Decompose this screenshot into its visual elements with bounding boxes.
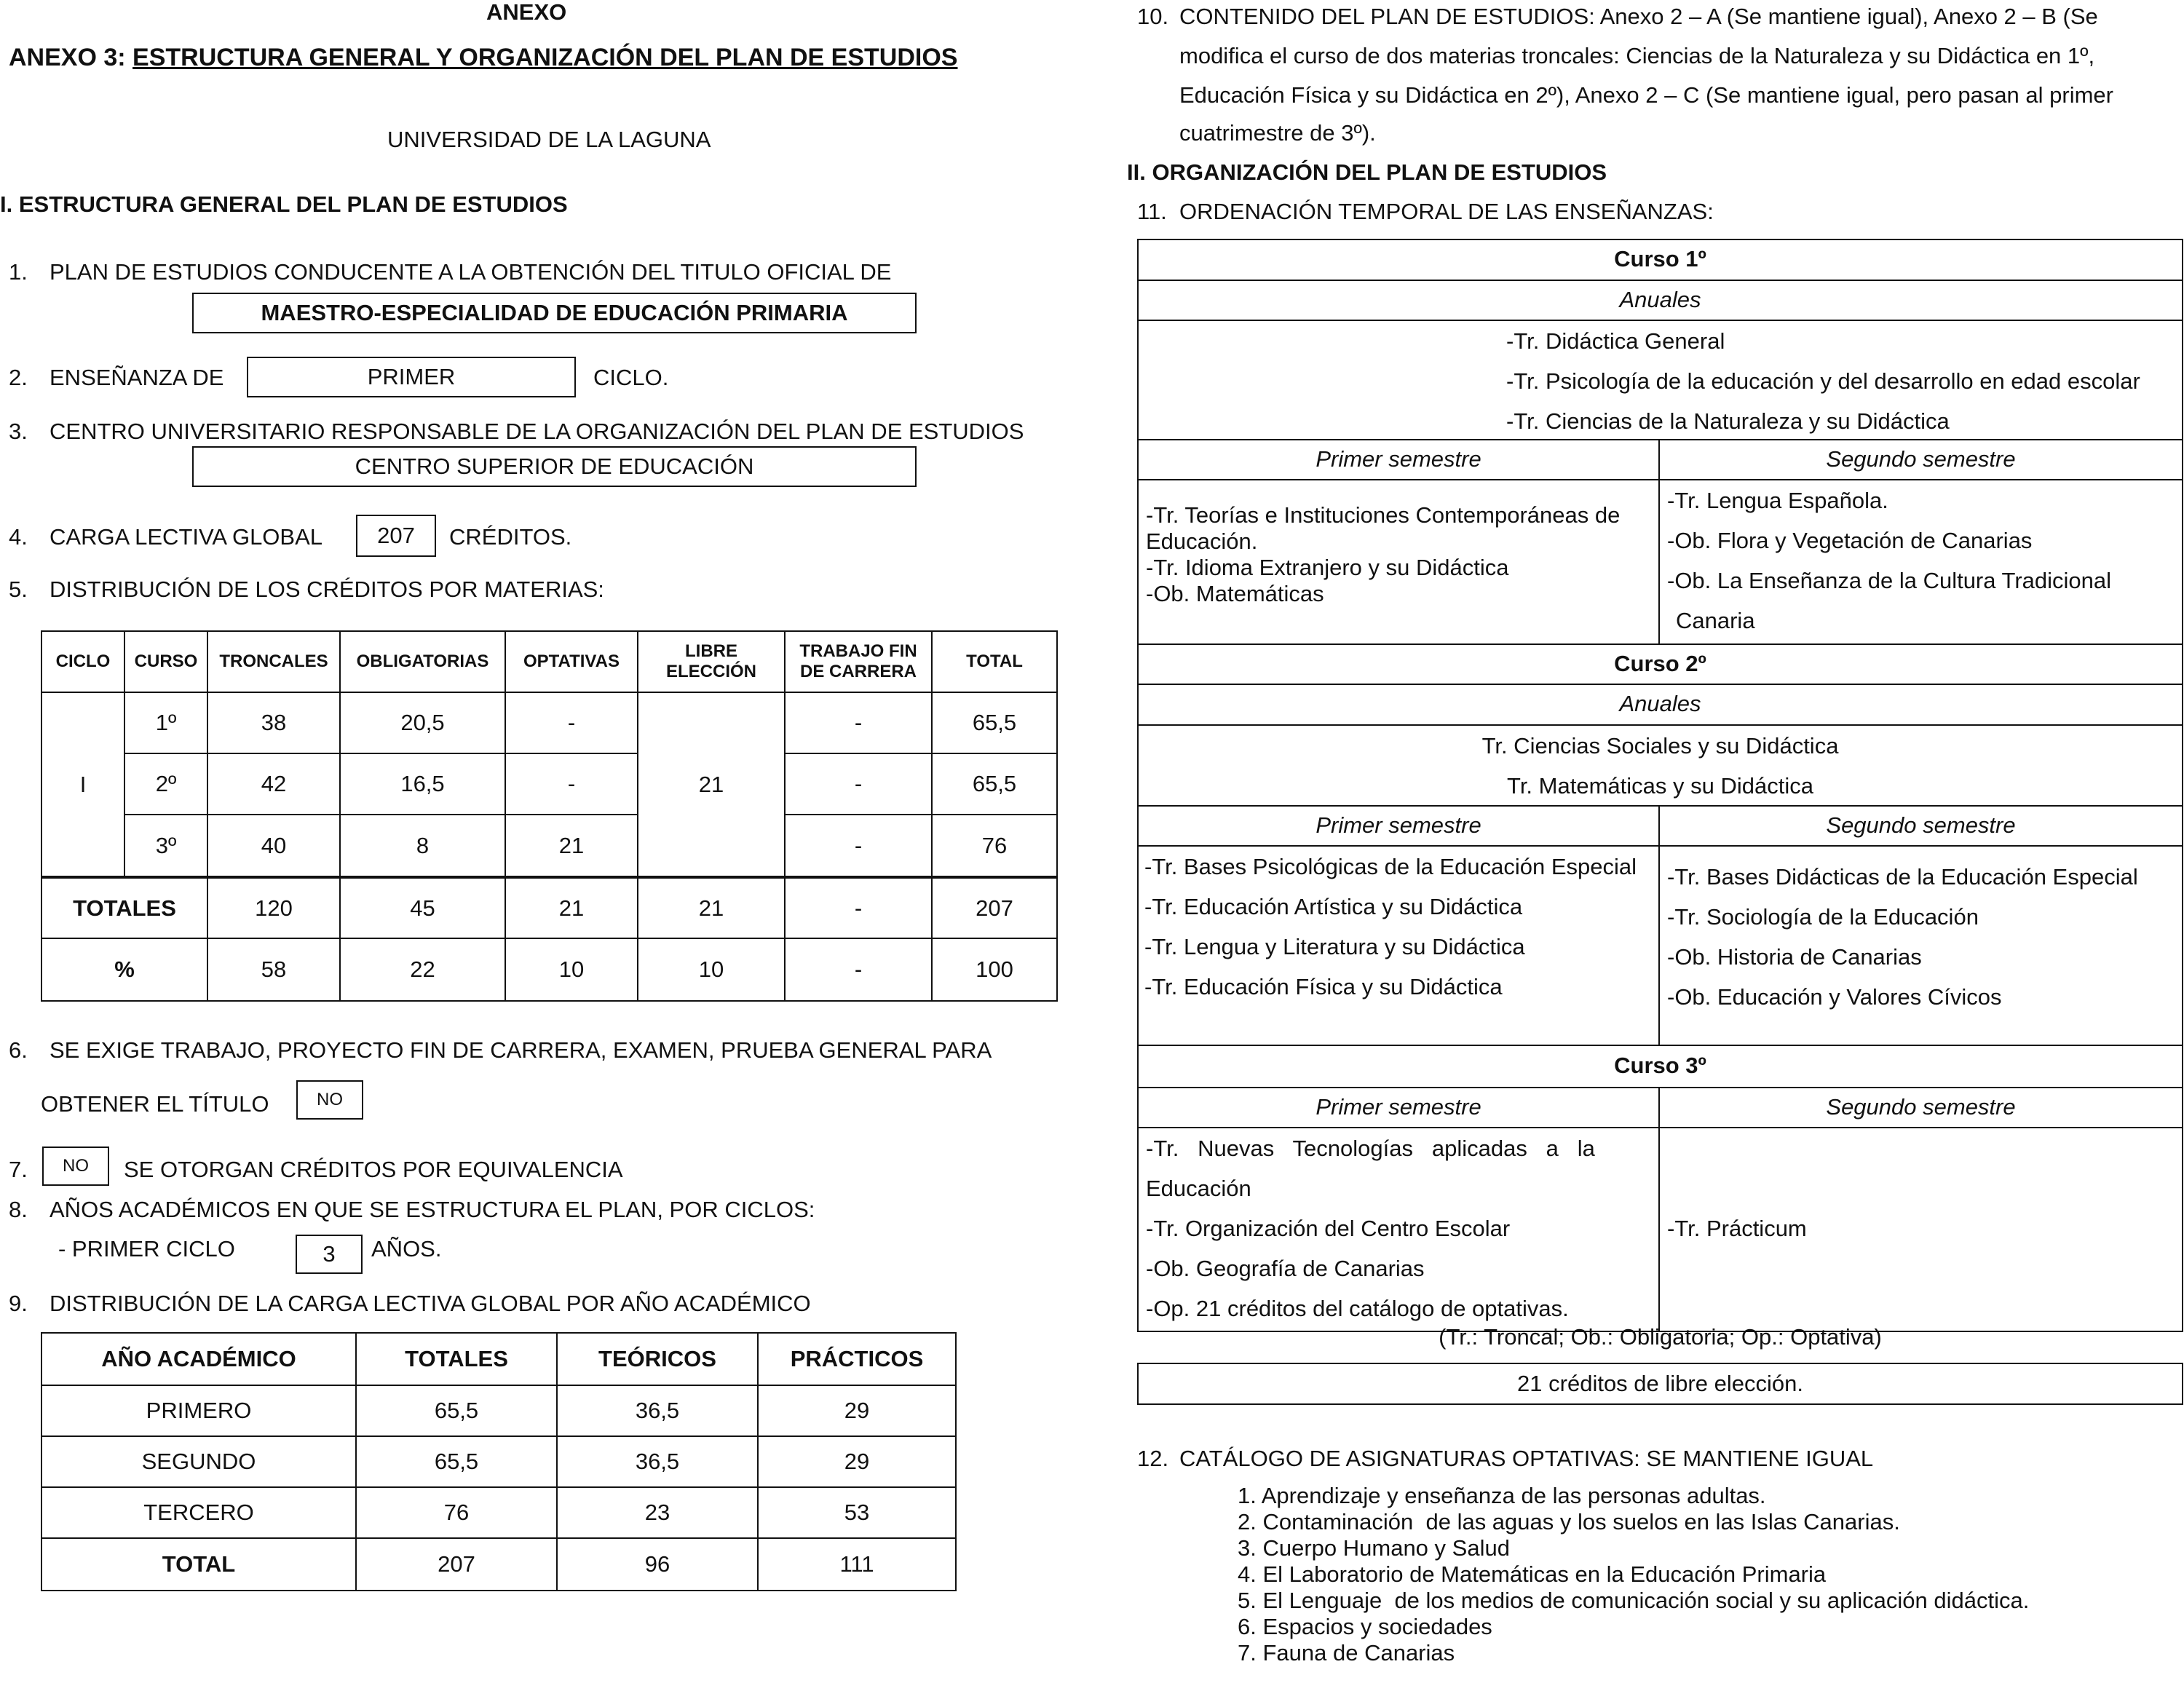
list-item: -Ob. Historia de Canarias <box>1667 944 1922 970</box>
trabajo-cell: - <box>785 938 932 1001</box>
list-item: -Tr. Bases Didácticas de la Educación Especial <box>1667 864 2138 890</box>
exam-required-box: NO <box>296 1080 363 1120</box>
curso1-segundo-semestre-label: Segundo semestre <box>1826 446 2016 472</box>
list-item: -Tr. Teorías e Instituciones Contemporáneas de <box>1146 502 1621 528</box>
year-cell: TERCERO <box>41 1487 356 1538</box>
list-item: -Ob. Geografía de Canarias <box>1146 1256 1425 1281</box>
degree-title-box: MAESTRO-ESPECIALIDAD DE EDUCACIÓN PRIMARIA <box>192 293 917 333</box>
header-troncales: TRONCALES <box>207 631 340 692</box>
curso3-title: Curso 3º <box>1139 1046 2182 1088</box>
teoricos-cell: 96 <box>557 1538 758 1591</box>
curso3-semester-content <box>1139 1128 2182 1331</box>
header-teoricos: TEÓRICOS <box>557 1333 758 1385</box>
item7-text: SE OTORGAN CRÉDITOS POR EQUIVALENCIA <box>124 1157 623 1182</box>
list-item: Tr. Ciencias Sociales y su Didáctica <box>1481 733 1839 759</box>
year-cell: TOTAL <box>41 1538 356 1591</box>
total-cell: 65,5 <box>932 753 1057 815</box>
item11-text: ORDENACIÓN TEMPORAL DE LAS ENSEÑANZAS: <box>1179 199 1714 224</box>
table-row <box>41 815 1057 877</box>
curso1-primer-semestre-label: Primer semestre <box>1139 440 1660 479</box>
header-libre-eleccion <box>638 631 785 692</box>
item12-text: CATÁLOGO DE ASIGNATURAS OPTATIVAS: SE MANTIENE IGUAL <box>1179 1446 1874 1471</box>
total-cell: 65,5 <box>932 692 1057 753</box>
academic-year-table <box>41 1332 957 1591</box>
list-item: -Tr. Psicología de la educación y del desarrollo en edad escolar <box>1506 368 2140 394</box>
total-cell: 76 <box>932 815 1057 877</box>
center-box: CENTRO SUPERIOR DE EDUCACIÓN <box>192 446 917 487</box>
anexo-heading: ANEXO <box>486 0 567 25</box>
item8-text: AÑOS ACADÉMICOS EN QUE SE ESTRUCTURA EL PLAN, POR CICLOS: <box>50 1197 815 1222</box>
header-practicos: PRÁCTICOS <box>758 1333 956 1385</box>
curso3-primer-list <box>1139 1128 1660 1331</box>
troncales-cell: 58 <box>207 938 340 1001</box>
item8-number: 8. <box>9 1197 28 1222</box>
totales-label: TOTALES <box>41 877 207 938</box>
anexo3-prefix: ANEXO 3: <box>9 44 126 71</box>
list-item: -Ob. La Enseñanza de la Cultura Tradicional <box>1667 568 2112 593</box>
curso1-anuales-list <box>1139 321 2182 440</box>
curso3-semester-headers <box>1139 1088 2182 1128</box>
header-trabajo-line1: TRABAJO FIN <box>799 641 917 661</box>
table-row <box>41 1436 956 1487</box>
curso2-semester-headers <box>1139 807 2182 847</box>
percent-label: % <box>41 938 207 1001</box>
curso1-primer-list <box>1139 480 1660 643</box>
optativas-cell: 10 <box>505 938 638 1001</box>
item5-text: DISTRIBUCIÓN DE LOS CRÉDITOS POR MATERIAS: <box>50 577 604 602</box>
optional-subjects-list <box>1238 1483 2029 1666</box>
year-cell: SEGUNDO <box>41 1436 356 1487</box>
list-item: -Tr. Idioma Extranjero y su Didáctica <box>1146 555 1509 580</box>
item3-number: 3. <box>9 419 28 444</box>
optativas-cell: 21 <box>505 877 638 938</box>
list-item: Canaria <box>1676 608 1755 633</box>
abbreviations-legend: (Tr.: Troncal; Ob.: Obligatoria; Op.: Optativa) <box>1439 1324 1882 1350</box>
free-credits-box: 21 créditos de libre elección. <box>1137 1363 2183 1405</box>
optativas-cell: 21 <box>505 815 638 877</box>
years-header-row <box>41 1333 956 1385</box>
curso2-primer-semestre-label: Primer semestre <box>1139 807 1660 845</box>
section1-title: I. ESTRUCTURA GENERAL DEL PLAN DE ESTUDIOS <box>0 191 568 217</box>
libre-eleccion-cell: 21 <box>638 877 785 938</box>
curso3-segundo-list <box>1660 1128 2182 1331</box>
header-total: TOTAL <box>932 631 1057 692</box>
obligatorias-cell: 22 <box>340 938 505 1001</box>
list-item: -Ob. Educación y Valores Cívicos <box>1667 984 2002 1010</box>
list-item: Educación. <box>1146 528 1258 554</box>
item8-subtext: - PRIMER CICLO <box>58 1236 235 1262</box>
trabajo-cell: - <box>785 692 932 753</box>
item10-line3: Educación Física y su Didáctica en 2º), Anexo 2 – C (Se mantiene igual, pero pasan al primer <box>1179 82 2113 108</box>
curso1-semester-content <box>1139 480 2182 645</box>
list-item: 3. Cuerpo Humano y Salud <box>1238 1535 1510 1561</box>
curso1-segundo-list <box>1660 480 2182 643</box>
header-ciclo: CICLO <box>41 631 124 692</box>
header-trabajo-line2: DE CARRERA <box>799 662 917 681</box>
optativas-cell: - <box>505 692 638 753</box>
table-row <box>41 1538 956 1591</box>
totales-cell: 65,5 <box>356 1436 557 1487</box>
item2-text: ENSEÑANZA DE <box>50 365 224 390</box>
item10-line4: cuatrimestre de 3º). <box>1179 120 1376 146</box>
list-item: -Tr. Didáctica General <box>1506 328 1725 354</box>
optativas-cell: - <box>505 753 638 815</box>
practicos-cell: 111 <box>758 1538 956 1591</box>
item12-number: 12. <box>1137 1446 1169 1471</box>
curso2-semester-content <box>1139 847 2182 1046</box>
header-ano-academico: AÑO ACADÉMICO <box>41 1333 356 1385</box>
list-item: 6. Espacios y sociedades <box>1238 1614 1492 1639</box>
item10-line1: CONTENIDO DEL PLAN DE ESTUDIOS: Anexo 2 – A (Se mantiene igual), Anexo 2 – B (Se <box>1179 4 2098 29</box>
list-item: -Ob. Flora y Vegetación de Canarias <box>1667 528 2033 553</box>
curso3-primer-semestre-label: Primer semestre <box>1139 1088 1660 1127</box>
item2-suffix: CICLO. <box>593 365 669 390</box>
curso2-primer-list <box>1139 847 1660 1045</box>
section2-title: II. ORGANIZACIÓN DEL PLAN DE ESTUDIOS <box>1127 159 1607 185</box>
list-item: 5. El Lenguaje de los medios de comunicación social y su aplicación didáctica. <box>1238 1588 2030 1613</box>
item4-text: CARGA LECTIVA GLOBAL <box>50 524 323 550</box>
troncales-cell: 38 <box>207 692 340 753</box>
list-item: 4. El Laboratorio de Matemáticas en la Educación Primaria <box>1238 1561 1827 1587</box>
curso1-semester-headers <box>1139 440 2182 480</box>
table-row <box>41 1487 956 1538</box>
curso2-anuales-list <box>1139 726 2182 807</box>
total-cell: 207 <box>932 877 1057 938</box>
teoricos-cell: 23 <box>557 1487 758 1538</box>
totales-cell: 207 <box>356 1538 557 1591</box>
header-optativas: OPTATIVAS <box>505 631 638 692</box>
curso2-anuales-label: Anuales <box>1139 685 2182 726</box>
item6-number: 6. <box>9 1037 28 1063</box>
item1-text: PLAN DE ESTUDIOS CONDUCENTE A LA OBTENCIÓN DEL TITULO OFICIAL DE <box>50 259 892 285</box>
item3-text: CENTRO UNIVERSITARIO RESPONSABLE DE LA ORGANIZACIÓN DEL PLAN DE ESTUDIOS <box>50 419 1024 444</box>
troncales-cell: 120 <box>207 877 340 938</box>
item11-number: 11. <box>1137 199 1167 224</box>
header-libre-line2: ELECCIÓN <box>665 662 756 681</box>
list-item: -Tr. Prácticum <box>1667 1216 1807 1241</box>
item6-text-line1: SE EXIGE TRABAJO, PROYECTO FIN DE CARRERA, EXAMEN, PRUEBA GENERAL PARA <box>50 1037 992 1063</box>
curso2-title: Curso 2º <box>1139 645 2182 685</box>
table-row <box>41 1385 956 1436</box>
item7-number: 7. <box>9 1157 28 1182</box>
curso-cell: 2º <box>124 753 207 815</box>
obligatorias-cell: 20,5 <box>340 692 505 753</box>
list-item: -Op. 21 créditos del catálogo de optativas. <box>1146 1296 1569 1321</box>
list-item: -Tr. Educación Física y su Didáctica <box>1144 974 1503 999</box>
credits-header-row <box>41 631 1057 692</box>
totales-cell: 76 <box>356 1487 557 1538</box>
list-item: -Tr. Sociología de la Educación <box>1667 904 1979 930</box>
table-row <box>41 692 1057 753</box>
teoricos-cell: 36,5 <box>557 1436 758 1487</box>
anexo3-heading <box>9 44 958 71</box>
troncales-cell: 40 <box>207 815 340 877</box>
list-item: 7. Fauna de Canarias <box>1238 1640 1455 1666</box>
teoricos-cell: 36,5 <box>557 1385 758 1436</box>
cycle-box: PRIMER <box>247 357 576 397</box>
curso2-segundo-list <box>1660 847 2182 1045</box>
list-item: -Tr. Ciencias de la Naturaleza y su Didáctica <box>1506 408 1950 434</box>
list-item: 1. Aprendizaje y enseñanza de las personas adultas. <box>1238 1483 1766 1508</box>
years-box: 3 <box>296 1235 363 1274</box>
obligatorias-cell: 16,5 <box>340 753 505 815</box>
anexo3-title: ESTRUCTURA GENERAL Y ORGANIZACIÓN DEL PLAN DE ESTUDIOS <box>132 44 958 71</box>
header-totales: TOTALES <box>356 1333 557 1385</box>
libre-eleccion-cell: 10 <box>638 938 785 1001</box>
trabajo-cell: - <box>785 815 932 877</box>
header-obligatorias: OBLIGATORIAS <box>340 631 505 692</box>
totales-cell: 65,5 <box>356 1385 557 1436</box>
list-item: -Tr. Nuevas Tecnologías aplicadas a la <box>1146 1136 1595 1161</box>
practicos-cell: 29 <box>758 1436 956 1487</box>
item6-text-line2: OBTENER EL TÍTULO <box>41 1091 269 1117</box>
curso-cell: 3º <box>124 815 207 877</box>
list-item: -Tr. Lengua y Literatura y su Didáctica <box>1144 934 1525 959</box>
item5-number: 5. <box>9 577 28 602</box>
curso1-anuales-label: Anuales <box>1139 281 2182 321</box>
curso2-segundo-semestre-label: Segundo semestre <box>1826 812 2016 838</box>
equivalence-box: NO <box>42 1147 109 1186</box>
troncales-cell: 42 <box>207 753 340 815</box>
header-libre-line1: LIBRE <box>685 641 737 661</box>
ciclo-cell: I <box>41 692 124 877</box>
item9-number: 9. <box>9 1291 28 1316</box>
practicos-cell: 53 <box>758 1487 956 1538</box>
item10-line2: modifica el curso de dos materias troncales: Ciencias de la Naturaleza y su Didáctica en 1º, <box>1179 43 2095 68</box>
item2-number: 2. <box>9 365 28 390</box>
trabajo-cell: - <box>785 877 932 938</box>
header-trabajo-fin <box>785 631 932 692</box>
curso1-title: Curso 1º <box>1139 240 2182 281</box>
header-curso: CURSO <box>124 631 207 692</box>
trabajo-cell: - <box>785 753 932 815</box>
obligatorias-cell: 8 <box>340 815 505 877</box>
list-item: -Tr. Bases Psicológicas de la Educación Especial <box>1144 854 1637 879</box>
list-item: -Tr. Lengua Española. <box>1667 488 1888 513</box>
table-row <box>41 753 1057 815</box>
year-cell: PRIMERO <box>41 1385 356 1436</box>
credits-distribution-table <box>41 630 1058 1002</box>
item4-suffix: CRÉDITOS. <box>449 524 572 550</box>
list-item: -Ob. Matemáticas <box>1146 581 1324 606</box>
university-name: UNIVERSIDAD DE LA LAGUNA <box>387 127 711 152</box>
total-cell: 100 <box>932 938 1057 1001</box>
libre-eleccion-cell: 21 <box>638 692 785 877</box>
course-organization-table <box>1137 239 2183 1332</box>
obligatorias-cell: 45 <box>340 877 505 938</box>
curso3-segundo-semestre-label: Segundo semestre <box>1826 1094 2016 1120</box>
list-item: Tr. Matemáticas y su Didáctica <box>1507 773 1813 799</box>
item4-number: 4. <box>9 524 28 550</box>
practicos-cell: 29 <box>758 1385 956 1436</box>
list-item: -Tr. Organización del Centro Escolar <box>1146 1216 1511 1241</box>
curso-cell: 1º <box>124 692 207 753</box>
item10-number: 10. <box>1137 4 1169 29</box>
percent-row <box>41 938 1057 1001</box>
list-item: -Tr. Educación Artística y su Didáctica <box>1144 894 1523 919</box>
item9-text: DISTRIBUCIÓN DE LA CARGA LECTIVA GLOBAL POR AÑO ACADÉMICO <box>50 1291 811 1316</box>
item1-number: 1. <box>9 259 28 285</box>
list-item: 2. Contaminación de las aguas y los suelos en las Islas Canarias. <box>1238 1509 1900 1534</box>
item8-suffix: AÑOS. <box>371 1236 442 1262</box>
totales-row <box>41 877 1057 938</box>
credits-box: 207 <box>356 515 436 557</box>
list-item: Educación <box>1146 1176 1251 1201</box>
